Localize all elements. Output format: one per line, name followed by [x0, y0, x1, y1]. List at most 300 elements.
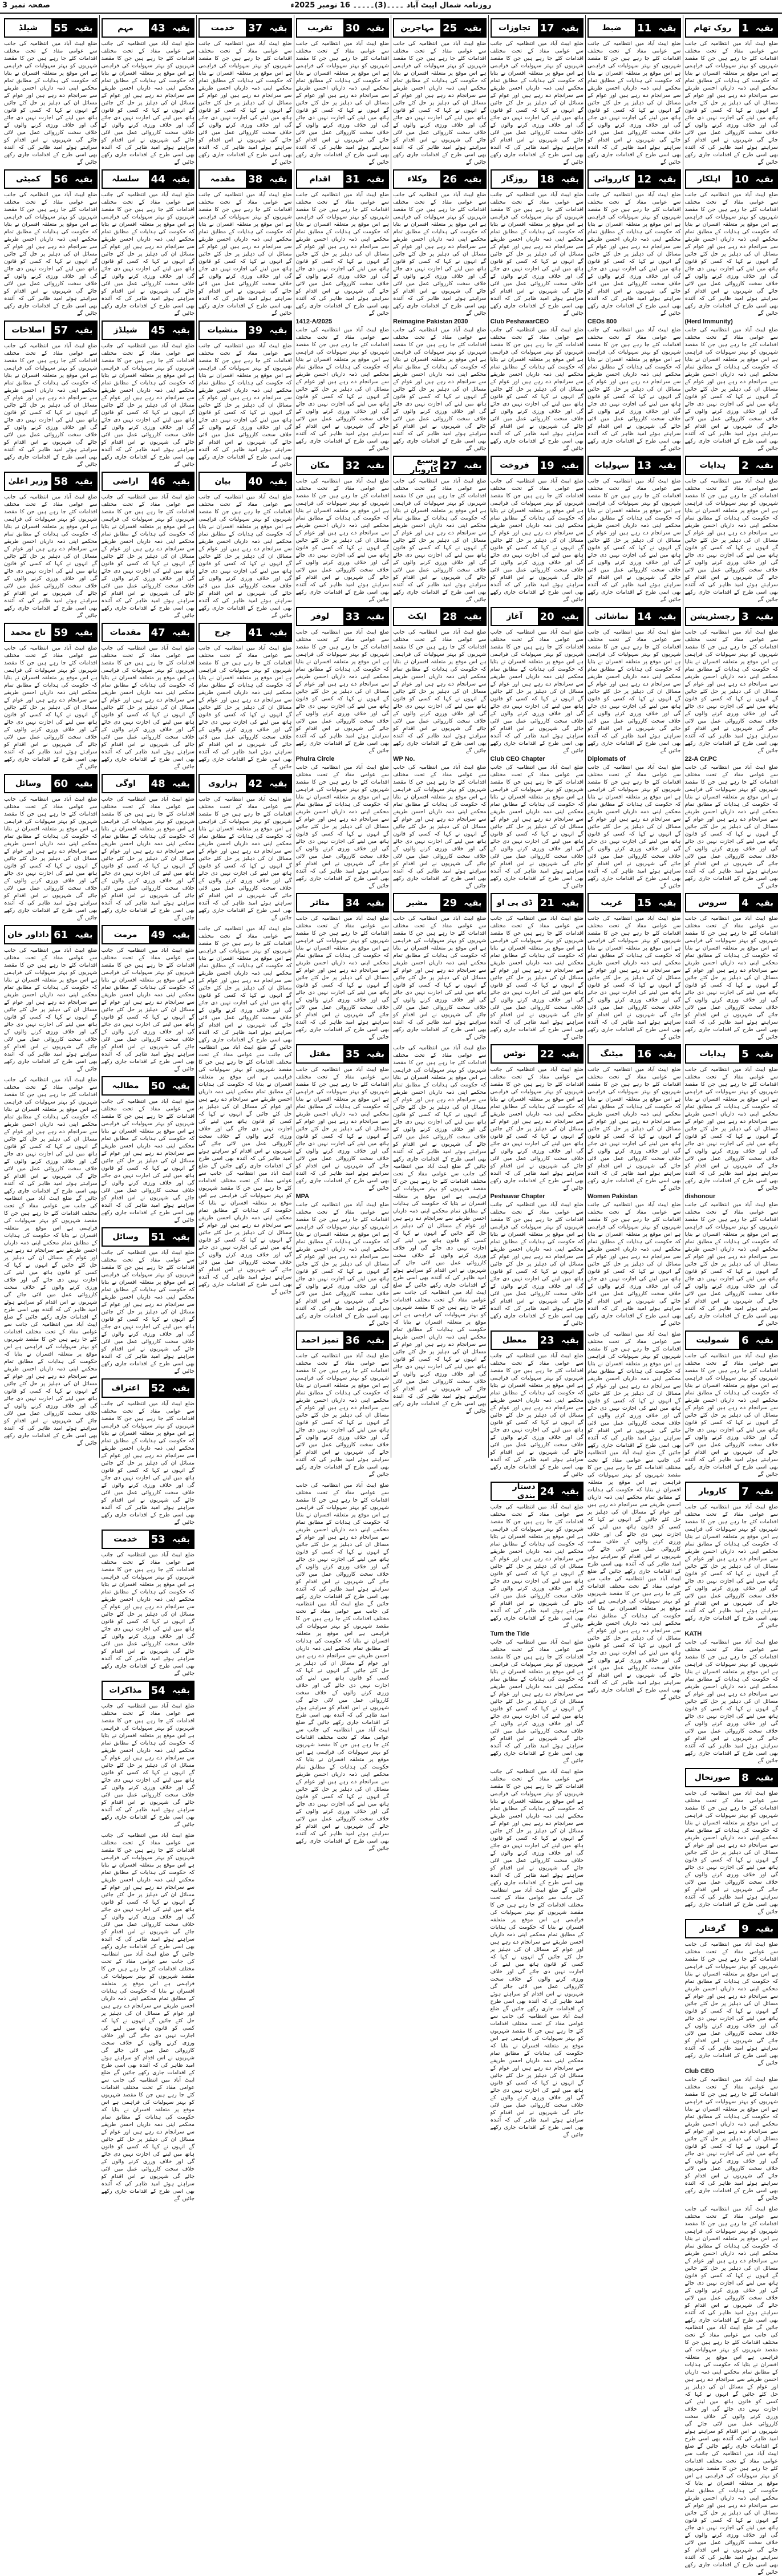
tag-word: بقیہ [169, 19, 193, 36]
tag-title: روزگار [492, 171, 538, 188]
article-text: ضلع ایبٹ آباد میں انتظامیہ کی جانب سے عوامی مفاد کے تحت مختلف اقدامات کئے جا رہے ہیں جن کا مقصد شہریوں کو بہتر سہولیات کی فراہمی ہے اس موقع پر متعلقہ افسران نے بتایا کہ حکومت کی ہدایات کے مطابق تمام محکمے اپنی ذمہ داریاں احسن طریقے سے سرانجام دے رہے ہیں اور عوام کے مسائل ان کی دہلیز پر حل کئے جائیں گے انہوں نے کہا کہ کسی کو قانون ہاتھ میں لینے کی اجازت نہیں دی جائے گی اور خلاف ورزی کرنے والوں کے خلاف سخت کارروائی عمل میں لائی جائے گی شہریوں نے اس اقدام کو سراہتے ہوئے امید ظاہر کی کہ آئندہ بھی اسی طرح کے اقدامات جاری رکھے جائیں گے [393, 629, 487, 754]
article-text: ضلع ایبٹ آباد میں انتظامیہ کی جانب سے عوامی مفاد کے تحت مختلف اقدامات کئے جا رہے ہیں جن کا مقصد شہریوں کو بہتر سہولیات کی فراہمی ہے اس موقع پر متعلقہ افسران نے بتایا کہ حکومت کی ہدایات کے مطابق تمام محکمے اپنی ذمہ داریاں احسن طریقے سے سرانجام دے رہے ہیں اور عوام کے مسائل ان کی دہلیز پر حل کئے جائیں گے انہوں نے کہا کہ کسی کو قانون ہاتھ میں لینے کی اجازت نہیں دی جائے گی اور خلاف ورزی کرنے والوں کے خلاف سخت کارروائی عمل میں لائی جائے گی شہریوں نے اس اقدام کو سراہتے ہوئے امید ظاہر کی کہ آئندہ بھی اسی طرح کے اقدامات جاری رکھے جائیں گے [295, 1066, 389, 1191]
tag-title: تاج محمد [5, 624, 51, 641]
continuation-tag [4, 774, 98, 793]
continuation-block [198, 623, 292, 770]
continuation-tag [491, 456, 584, 475]
latin-snippet: WP No. [393, 756, 415, 762]
masthead-line: روزنامہ شمال ایبٹ آباد ۔۔۔۔(3)۔۔۔۔۔ 16 نومبر 2025ء [290, 1, 492, 10]
tag-title: شیلڈز [103, 322, 149, 339]
continuation-block [685, 893, 779, 1041]
article-text: ضلع ایبٹ آباد میں انتظامیہ کی جانب سے عوامی مفاد کے تحت مختلف اقدامات کئے جا رہے ہیں جن کا مقصد شہریوں کو بہتر سہولیات کی فراہمی ہے اس موقع پر متعلقہ افسران نے بتایا کہ حکومت کی ہدایات کے مطابق تمام محکمے اپنی ذمہ داریاں احسن طریقے سے سرانجام دے رہے ہیں اور عوام کے مسائل ان کی دہلیز پر حل کئے جائیں گے انہوں نے کہا کہ کسی کو قانون ہاتھ میں لینے کی اجازت نہیں دی جائے گی اور خلاف ورزی کرنے والوں کے خلاف سخت کارروائی عمل میں لائی جائے گی شہریوں نے اس اقدام کو سراہتے ہوئے امید ظاہر کی کہ آئندہ بھی اسی طرح کے اقدامات جاری رکھے جائیں گے ضلع ایبٹ آباد میں انتظامیہ کی جانب سے عوامی مفاد کے تحت مختلف اقدامات کئے جا رہے ہیں جن کا مقصد شہریوں کو بہتر سہولیات کی فراہمی ہے اس موقع پر متعلقہ افسران نے بتایا کہ حکومت کی ہدایات کے مطابق تمام محکمے اپنی ذمہ داریاں احسن طریقے سے سرانجام دے رہے ہیں اور عوام کے مسائل ان کی دہلیز پر حل کئے جائیں گے انہوں نے کہا کہ کسی کو قانون ہاتھ میں لینے کی اجازت نہیں دی جائے گی اور خلاف ورزی کرنے والوں کے خلاف سخت کارروائی عمل میں لائی جائے گی شہریوں نے اس اقدام کو سراہتے ہوئے امید ظاہر کی کہ آئندہ بھی اسی طرح کے اقدامات جاری رکھے جائیں گے ضلع ایبٹ آباد میں انتظامیہ کی جانب سے عوامی مفاد کے تحت مختلف اقدامات کئے جا رہے ہیں جن کا مقصد شہریوں کو بہتر سہولیات کی فراہمی ہے اس موقع پر متعلقہ افسران نے بتایا کہ حکومت کی ہدایات کے مطابق تمام محکمے اپنی ذمہ داریاں احسن طریقے سے سرانجام دے رہے ہیں اور عوام کے مسائل ان کی دہلیز پر حل کئے جائیں گے انہوں نے کہا کہ کسی کو قانون ہاتھ میں لینے کی اجازت نہیں دی جائے گی اور خلاف ورزی کرنے والوں کے خلاف سخت کارروائی عمل میں لائی جائے گی شہریوں نے اس اقدام کو سراہتے ہوئے امید ظاہر کی کہ آئندہ بھی اسی طرح کے اقدامات جاری رکھے جائیں گے [490, 1768, 584, 2138]
tag-number: 1 [739, 19, 752, 36]
tag-title: تقریب [297, 19, 343, 36]
latin-snippet: dishonour [684, 1193, 716, 1200]
continuation-tag [296, 456, 390, 475]
latin-snippet: Diplomats of [587, 756, 626, 762]
tag-title: مہاجرین [394, 19, 440, 36]
continuation-block [685, 169, 779, 452]
tag-title: فروخت [492, 457, 538, 474]
article-text: ضلع ایبٹ آباد میں انتظامیہ کی جانب سے عوامی مفاد کے تحت مختلف اقدامات کئے جا رہے ہیں جن کا مقصد شہریوں کو بہتر سہولیات کی فراہمی ہے اس موقع پر متعلقہ افسران نے بتایا کہ حکومت کی ہدایات کے مطابق تمام محکمے اپنی ذمہ داریاں احسن طریقے سے سرانجام دے رہے ہیں اور عوام کے مسائل ان کی دہلیز پر حل کئے جائیں گے انہوں نے کہا کہ کسی کو قانون ہاتھ میں لینے کی اجازت نہیں دی جائے گی اور خلاف ورزی کرنے والوں کے خلاف سخت کارروائی عمل میں لائی جائے گی شہریوں نے اس اقدام کو سراہتے ہوئے امید ظاہر کی کہ آئندہ بھی اسی طرح کے اقدامات جاری رکھے جائیں گے [101, 494, 195, 619]
tag-number: 28 [440, 608, 460, 625]
continuation-tag [102, 321, 195, 340]
tag-title: تمیز احمد [297, 1332, 343, 1349]
tag-number: 38 [246, 171, 266, 188]
tag-title: اصلاحات [5, 322, 51, 339]
continuation-block [102, 774, 195, 922]
tag-title: ڈی پی او [492, 894, 538, 911]
article-text: ضلع ایبٹ آباد میں انتظامیہ کی جانب سے عوامی مفاد کے تحت مختلف اقدامات کئے جا رہے ہیں جن کا مقصد شہریوں کو بہتر سہولیات کی فراہمی ہے اس موقع پر متعلقہ افسران نے بتایا کہ حکومت کی ہدایات کے مطابق تمام محکمے اپنی ذمہ داریاں احسن طریقے سے سرانجام دے رہے ہیں اور عوام کے مسائل ان کی دہلیز پر حل کئے جائیں گے انہوں نے کہا کہ کسی کو قانون ہاتھ میں لینے کی اجازت نہیں دی جائے گی اور خلاف ورزی کرنے والوں کے خلاف سخت کارروائی عمل میں لائی جائے گی شہریوں نے اس اقدام کو سراہتے ہوئے امید ظاہر کی کہ آئندہ بھی اسی طرح کے اقدامات جاری رکھے جائیں گے [587, 915, 681, 1040]
continuation-block [587, 1044, 681, 1327]
tag-word: بقیہ [363, 1332, 388, 1349]
continuation-tag [102, 1681, 195, 1700]
tag-title: تماشائی [589, 608, 635, 625]
tag-number: 22 [538, 1045, 558, 1062]
continuation-tag [393, 893, 487, 912]
continuation-tag [393, 456, 487, 475]
article-text: ضلع ایبٹ آباد میں انتظامیہ کی جانب سے عوامی مفاد کے تحت مختلف اقدامات کئے جا رہے ہیں جن کا مقصد شہریوں کو بہتر سہولیات کی فراہمی ہے اس موقع پر متعلقہ افسران نے بتایا کہ حکومت کی ہدایات کے مطابق تمام محکمے اپنی ذمہ داریاں احسن طریقے سے سرانجام دے رہے ہیں اور عوام کے مسائل ان کی دہلیز پر حل کئے جائیں گے انہوں نے کہا کہ کسی کو قانون ہاتھ میں لینے کی اجازت نہیں دی جائے گی اور خلاف ورزی کرنے والوں کے خلاف سخت کارروائی عمل میں لائی جائے گی شہریوں نے اس اقدام کو سراہتے ہوئے امید ظاہر کی کہ آئندہ بھی اسی طرح کے اقدامات جاری رکھے جائیں گے ضلع ایبٹ آباد میں انتظامیہ کی جانب سے عوامی مفاد کے تحت مختلف اقدامات کئے جا رہے ہیں جن کا مقصد شہریوں کو بہتر سہولیات کی فراہمی ہے اس موقع پر متعلقہ افسران نے بتایا کہ حکومت کی ہدایات کے مطابق تمام محکمے اپنی ذمہ داریاں احسن طریقے سے سرانجام دے رہے ہیں اور عوام کے مسائل ان کی دہلیز پر حل کئے جائیں گے انہوں نے کہا کہ کسی کو قانون ہاتھ میں لینے کی اجازت نہیں دی جائے گی اور خلاف ورزی کرنے والوں کے خلاف سخت کارروائی عمل میں لائی جائے گی شہریوں نے اس اقدام کو سراہتے ہوئے امید ظاہر کی کہ آئندہ بھی اسی طرح کے اقدامات جاری رکھے جائیں گے ضلع ایبٹ آباد میں انتظامیہ کی جانب سے عوامی مفاد کے تحت مختلف اقدامات کئے جا رہے ہیں جن کا مقصد شہریوں کو بہتر سہولیات کی فراہمی ہے اس موقع پر متعلقہ افسران نے بتایا کہ حکومت کی ہدایات کے مطابق تمام محکمے اپنی ذمہ داریاں احسن طریقے سے سرانجام دے رہے ہیں اور عوام کے مسائل ان کی دہلیز پر حل کئے جائیں گے انہوں نے کہا کہ کسی کو قانون ہاتھ میں لینے کی اجازت نہیں دی جائے گی اور خلاف ورزی کرنے والوں کے خلاف سخت کارروائی عمل میں لائی جائے گی شہریوں نے اس اقدام کو سراہتے ہوئے امید ظاہر کی کہ آئندہ بھی اسی طرح کے اقدامات جاری رکھے جائیں گے [295, 1482, 389, 1852]
continuation-tag [685, 456, 779, 475]
continuation-tag [587, 607, 681, 626]
tag-number: 30 [343, 19, 363, 36]
article-text: ضلع ایبٹ آباد میں انتظامیہ کی جانب سے عوامی مفاد کے تحت مختلف اقدامات کئے جا رہے ہیں جن کا مقصد شہریوں کو بہتر سہولیات کی فراہمی ہے اس موقع پر متعلقہ افسران نے بتایا کہ حکومت کی ہدایات کے مطابق تمام محکمے اپنی ذمہ داریاں احسن طریقے سے سرانجام دے رہے ہیں اور عوام کے مسائل ان کی دہلیز پر حل کئے جائیں گے انہوں نے کہا کہ کسی کو قانون ہاتھ میں لینے کی اجازت نہیں دی جائے گی اور خلاف ورزی کرنے والوں کے خلاف سخت کارروائی عمل میں لائی جائے گی شہریوں نے اس اقدام کو سراہتے ہوئے امید ظاہر کی کہ آئندہ بھی اسی طرح کے اقدامات جاری رکھے جائیں گے [101, 192, 195, 317]
latin-snippet: Phulra Circle [295, 756, 335, 762]
tag-number: 57 [51, 322, 71, 339]
continuation-tag [685, 1482, 779, 1501]
article-text: ضلع ایبٹ آباد میں انتظامیہ کی جانب سے عوامی مفاد کے تحت مختلف اقدامات کئے جا رہے ہیں جن کا مقصد شہریوں کو بہتر سہولیات کی فراہمی ہے اس موقع پر متعلقہ افسران نے بتایا کہ حکومت کی ہدایات کے مطابق تمام محکمے اپنی ذمہ داریاں احسن طریقے سے سرانجام دے رہے ہیں اور عوام کے مسائل ان کی دہلیز پر حل کئے جائیں گے انہوں نے کہا کہ کسی کو قانون ہاتھ میں لینے کی اجازت نہیں دی جائے گی اور خلاف ورزی کرنے والوں کے خلاف سخت کارروائی عمل میں لائی جائے گی شہریوں نے اس اقدام کو سراہتے ہوئے امید ظاہر کی کہ آئندہ بھی اسی طرح کے اقدامات جاری رکھے جائیں گے [101, 1552, 195, 1677]
tag-number: 7 [739, 1483, 752, 1500]
tag-number: 39 [246, 322, 266, 339]
continuation-tag [296, 1044, 390, 1064]
continuation-block [4, 18, 98, 166]
tag-title: شیلڈ [5, 19, 51, 36]
continuation-tag [102, 1378, 195, 1398]
article-text: ضلع ایبٹ آباد میں انتظامیہ کی جانب سے عوامی مفاد کے تحت مختلف اقدامات کئے جا رہے ہیں جن کا مقصد شہریوں کو بہتر سہولیات کی فراہمی ہے اس موقع پر متعلقہ افسران نے بتایا کہ حکومت کی ہدایات کے مطابق تمام محکمے اپنی ذمہ داریاں احسن طریقے سے سرانجام دے رہے ہیں اور عوام کے مسائل ان کی دہلیز پر حل کئے جائیں گے انہوں نے کہا کہ کسی کو قانون ہاتھ میں لینے کی اجازت نہیں دی جائے گی اور خلاف ورزی کرنے والوں کے خلاف سخت کارروائی عمل میں لائی جائے گی شہریوں نے اس اقدام کو سراہتے ہوئے امید ظاہر کی کہ آئندہ بھی اسی طرح کے اقدامات جاری رکھے جائیں گے [490, 1202, 584, 1326]
article-text: ضلع ایبٹ آباد میں انتظامیہ کی جانب سے عوامی مفاد کے تحت مختلف اقدامات کئے جا رہے ہیں جن کا مقصد شہریوں کو بہتر سہولیات کی فراہمی ہے اس موقع پر متعلقہ افسران نے بتایا کہ حکومت کی ہدایات کے مطابق تمام محکمے اپنی ذمہ داریاں احسن طریقے سے سرانجام دے رہے ہیں اور عوام کے مسائل ان کی دہلیز پر حل کئے جائیں گے انہوں نے کہا کہ کسی کو قانون ہاتھ میں لینے کی اجازت نہیں دی جائے گی اور خلاف ورزی کرنے والوں کے خلاف سخت کارروائی عمل میں لائی جائے گی شہریوں نے اس اقدام کو سراہتے ہوئے امید ظاہر کی کہ آئندہ بھی اسی طرح کے اقدامات جاری رکھے جائیں گے [587, 764, 681, 889]
tag-title: وزیر اعلیٰ [5, 473, 51, 490]
article-text: ضلع ایبٹ آباد میں انتظامیہ کی جانب سے عوامی مفاد کے تحت مختلف اقدامات کئے جا رہے ہیں جن کا مقصد شہریوں کو بہتر سہولیات کی فراہمی ہے اس موقع پر متعلقہ افسران نے بتایا کہ حکومت کی ہدایات کے مطابق تمام محکمے اپنی ذمہ داریاں احسن طریقے سے سرانجام دے رہے ہیں اور عوام کے مسائل ان کی دہلیز پر حل کئے جائیں گے انہوں نے کہا کہ کسی کو قانون ہاتھ میں لینے کی اجازت نہیں دی جائے گی اور خلاف ورزی کرنے والوں کے خلاف سخت کارروائی عمل میں لائی جائے گی شہریوں نے اس اقدام کو سراہتے ہوئے امید ظاہر کی کہ آئندہ بھی اسی طرح کے اقدامات جاری رکھے جائیں گے [295, 40, 389, 165]
page-number: صفحہ نمبر 3 [2, 1, 50, 10]
tag-title: آغاز [492, 608, 538, 625]
tag-number: 17 [538, 19, 558, 36]
page-header [0, 0, 782, 14]
article-text: ضلع ایبٹ آباد میں انتظامیہ کی جانب سے عوامی مفاد کے تحت مختلف اقدامات کئے جا رہے ہیں جن کا مقصد شہریوں کو بہتر سہولیات کی فراہمی ہے اس موقع پر متعلقہ افسران نے بتایا کہ حکومت کی ہدایات کے مطابق تمام محکمے اپنی ذمہ داریاں احسن طریقے سے سرانجام دے رہے ہیں اور عوام کے مسائل ان کی دہلیز پر حل کئے جائیں گے انہوں نے کہا کہ کسی کو قانون ہاتھ میں لینے کی اجازت نہیں دی جائے گی اور خلاف ورزی کرنے والوں کے خلاف سخت کارروائی عمل میں لائی جائے گی شہریوں نے اس اقدام کو سراہتے ہوئے امید ظاہر کی کہ آئندہ بھی اسی طرح کے اقدامات جاری رکھے جائیں گے [684, 1066, 778, 1191]
tag-word: بقیہ [558, 1045, 582, 1062]
tag-title: کمیٹی [5, 171, 51, 188]
continuation-block [491, 1330, 584, 1478]
continuation-block [685, 1330, 779, 1478]
article-text: ضلع ایبٹ آباد میں انتظامیہ کی جانب سے عوامی مفاد کے تحت مختلف اقدامات کئے جا رہے ہیں جن کا مقصد شہریوں کو بہتر سہولیات کی فراہمی ہے اس موقع پر متعلقہ افسران نے بتایا کہ حکومت کی ہدایات کے مطابق تمام محکمے اپنی ذمہ داریاں احسن طریقے سے سرانجام دے رہے ہیں اور عوام کے مسائل ان کی دہلیز پر حل کئے جائیں گے انہوں نے کہا کہ کسی کو قانون ہاتھ میں لینے کی اجازت نہیں دی جائے گی اور خلاف ورزی کرنے والوں کے خلاف سخت کارروائی عمل میں لائی جائے گی شہریوں نے اس اقدام کو سراہتے ہوئے امید ظاہر کی کہ آئندہ بھی اسی طرح کے اقدامات جاری رکھے جائیں گے [101, 343, 195, 468]
column-6 [196, 15, 294, 1458]
continuation-tag [198, 321, 292, 340]
tag-title: وکلاء [394, 171, 440, 188]
article-text: ضلع ایبٹ آباد میں انتظامیہ کی جانب سے عوامی مفاد کے تحت مختلف اقدامات کئے جا رہے ہیں جن کا مقصد شہریوں کو بہتر سہولیات کی فراہمی ہے اس موقع پر متعلقہ افسران نے بتایا کہ حکومت کی ہدایات کے مطابق تمام محکمے اپنی ذمہ داریاں احسن طریقے سے سرانجام دے رہے ہیں اور عوام کے مسائل ان کی دہلیز پر حل کئے جائیں گے انہوں نے کہا کہ کسی کو قانون ہاتھ میں لینے کی اجازت نہیں دی جائے گی اور خلاف ورزی کرنے والوں کے خلاف سخت کارروائی عمل میں لائی جائے گی شہریوں نے اس اقدام کو سراہتے ہوئے امید ظاہر کی کہ آئندہ بھی اسی طرح کے اقدامات جاری رکھے جائیں گے [198, 343, 292, 468]
continuation-block [296, 1330, 390, 1478]
article-text: ضلع ایبٹ آباد میں انتظامیہ کی جانب سے عوامی مفاد کے تحت مختلف اقدامات کئے جا رہے ہیں جن کا مقصد شہریوں کو بہتر سہولیات کی فراہمی ہے اس موقع پر متعلقہ افسران نے بتایا کہ حکومت کی ہدایات کے مطابق تمام محکمے اپنی ذمہ داریاں احسن طریقے سے سرانجام دے رہے ہیں اور عوام کے مسائل ان کی دہلیز پر حل کئے جائیں گے انہوں نے کہا کہ کسی کو قانون ہاتھ میں لینے کی اجازت نہیں دی جائے گی اور خلاف ورزی کرنے والوں کے خلاف سخت کارروائی عمل میں لائی جائے گی شہریوں نے اس اقدام کو سراہتے ہوئے امید ظاہر کی کہ آئندہ بھی اسی طرح کے اقدامات جاری رکھے جائیں گے [393, 764, 487, 889]
article-text: ضلع ایبٹ آباد میں انتظامیہ کی جانب سے عوامی مفاد کے تحت مختلف اقدامات کئے جا رہے ہیں جن کا مقصد شہریوں کو بہتر سہولیات کی فراہمی ہے اس موقع پر متعلقہ افسران نے بتایا کہ حکومت کی ہدایات کے مطابق تمام محکمے اپنی ذمہ داریاں احسن طریقے سے سرانجام دے رہے ہیں اور عوام کے مسائل ان کی دہلیز پر حل کئے جائیں گے انہوں نے کہا کہ کسی کو قانون ہاتھ میں لینے کی اجازت نہیں دی جائے گی اور خلاف ورزی کرنے والوں کے خلاف سخت کارروائی عمل میں لائی جائے گی شہریوں نے اس اقدام کو سراہتے ہوئے امید ظاہر کی کہ آئندہ بھی اسی طرح کے اقدامات جاری رکھے جائیں گے [587, 40, 681, 165]
continuation-tag [587, 893, 681, 912]
tag-number: 23 [538, 1332, 558, 1349]
article-text: ضلع ایبٹ آباد میں انتظامیہ کی جانب سے عوامی مفاد کے تحت مختلف اقدامات کئے جا رہے ہیں جن کا مقصد شہریوں کو بہتر سہولیات کی فراہمی ہے اس موقع پر متعلقہ افسران نے بتایا کہ حکومت کی ہدایات کے مطابق تمام محکمے اپنی ذمہ داریاں احسن طریقے سے سرانجام دے رہے ہیں اور عوام کے مسائل ان کی دہلیز پر حل کئے جائیں گے انہوں نے کہا کہ کسی کو قانون ہاتھ میں لینے کی اجازت نہیں دی جائے گی اور خلاف ورزی کرنے والوں کے خلاف سخت کارروائی عمل میں لائی جائے گی شہریوں نے اس اقدام کو سراہتے ہوئے امید ظاہر کی کہ آئندہ بھی اسی طرح کے اقدامات جاری رکھے جائیں گے [684, 764, 778, 889]
tag-number: 54 [149, 1682, 169, 1699]
continuation-block [491, 456, 584, 603]
article-text: ضلع ایبٹ آباد میں انتظامیہ کی جانب سے عوامی مفاد کے تحت مختلف اقدامات کئے جا رہے ہیں جن کا مقصد شہریوں کو بہتر سہولیات کی فراہمی ہے اس موقع پر متعلقہ افسران نے بتایا کہ حکومت کی ہدایات کے مطابق تمام محکمے اپنی ذمہ داریاں احسن طریقے سے سرانجام دے رہے ہیں اور عوام کے مسائل ان کی دہلیز پر حل کئے جائیں گے انہوں نے کہا کہ کسی کو قانون ہاتھ میں لینے کی اجازت نہیں دی جائے گی اور خلاف ورزی کرنے والوں کے خلاف سخت کارروائی عمل میں لائی جائے گی شہریوں نے اس اقدام کو سراہتے ہوئے امید ظاہر کی کہ آئندہ بھی اسی طرح کے اقدامات جاری رکھے جائیں گے [490, 1504, 584, 1629]
continuation-tag [685, 893, 779, 912]
tag-word: بقیہ [169, 624, 193, 641]
tag-number: 37 [246, 19, 266, 36]
tag-number: 13 [635, 457, 655, 474]
article-text: ضلع ایبٹ آباد میں انتظامیہ کی جانب سے عوامی مفاد کے تحت مختلف اقدامات کئے جا رہے ہیں جن کا مقصد شہریوں کو بہتر سہولیات کی فراہمی ہے اس موقع پر متعلقہ افسران نے بتایا کہ حکومت کی ہدایات کے مطابق تمام محکمے اپنی ذمہ داریاں احسن طریقے سے سرانجام دے رہے ہیں اور عوام کے مسائل ان کی دہلیز پر حل کئے جائیں گے انہوں نے کہا کہ کسی کو قانون ہاتھ میں لینے کی اجازت نہیں دی جائے گی اور خلاف ورزی کرنے والوں کے خلاف سخت کارروائی عمل میں لائی جائے گی شہریوں نے اس اقدام کو سراہتے ہوئے امید ظاہر کی کہ آئندہ بھی اسی طرح کے اقدامات جاری رکھے جائیں گے [684, 1353, 778, 1478]
continuation-tag [587, 18, 681, 38]
article-text: ضلع ایبٹ آباد میں انتظامیہ کی جانب سے عوامی مفاد کے تحت مختلف اقدامات کئے جا رہے ہیں جن کا مقصد شہریوں کو بہتر سہولیات کی فراہمی ہے اس موقع پر متعلقہ افسران نے بتایا کہ حکومت کی ہدایات کے مطابق تمام محکمے اپنی ذمہ داریاں احسن طریقے سے سرانجام دے رہے ہیں اور عوام کے مسائل ان کی دہلیز پر حل کئے جائیں گے انہوں نے کہا کہ کسی کو قانون ہاتھ میں لینے کی اجازت نہیں دی جائے گی اور خلاف ورزی کرنے والوں کے خلاف سخت کارروائی عمل میں لائی جائے گی شہریوں نے اس اقدام کو سراہتے ہوئے امید ظاہر کی کہ آئندہ بھی اسی طرح کے اقدامات جاری رکھے جائیں گے [684, 1639, 778, 1764]
article-text: ضلع ایبٹ آباد میں انتظامیہ کی جانب سے عوامی مفاد کے تحت مختلف اقدامات کئے جا رہے ہیں جن کا مقصد شہریوں کو بہتر سہولیات کی فراہمی ہے اس موقع پر متعلقہ افسران نے بتایا کہ حکومت کی ہدایات کے مطابق تمام محکمے اپنی ذمہ داریاں احسن طریقے سے سرانجام دے رہے ہیں اور عوام کے مسائل ان کی دہلیز پر حل کئے جائیں گے انہوں نے کہا کہ کسی کو قانون ہاتھ میں لینے کی اجازت نہیں دی جائے گی اور خلاف ورزی کرنے والوں کے خلاف سخت کارروائی عمل میں لائی جائے گی شہریوں نے اس اقدام کو سراہتے ہوئے امید ظاہر کی کہ آئندہ بھی اسی طرح کے اقدامات جاری رکھے جائیں گے [490, 40, 584, 165]
tag-word: بقیہ [266, 19, 290, 36]
tag-word: بقیہ [655, 171, 679, 188]
tag-word: بقیہ [558, 171, 582, 188]
column-8 [2, 15, 99, 1458]
continuation-block [4, 774, 98, 922]
tag-number: 16 [635, 1045, 655, 1062]
continuation-tag [587, 169, 681, 189]
article-text: ضلع ایبٹ آباد میں انتظامیہ کی جانب سے عوامی مفاد کے تحت مختلف اقدامات کئے جا رہے ہیں جن کا مقصد شہریوں کو بہتر سہولیات کی فراہمی ہے اس موقع پر متعلقہ افسران نے بتایا کہ حکومت کی ہدایات کے مطابق تمام محکمے اپنی ذمہ داریاں احسن طریقے سے سرانجام دے رہے ہیں اور عوام کے مسائل ان کی دہلیز پر حل کئے جائیں گے انہوں نے کہا کہ کسی کو قانون ہاتھ میں لینے کی اجازت نہیں دی جائے گی اور خلاف ورزی کرنے والوں کے خلاف سخت کارروائی عمل میں لائی جائے گی شہریوں نے اس اقدام کو سراہتے ہوئے امید ظاہر کی کہ آئندہ بھی اسی طرح کے اقدامات جاری رکھے جائیں گے [393, 915, 487, 1040]
tag-word: بقیہ [752, 1920, 777, 1937]
tag-number: 21 [538, 894, 558, 911]
continuation-tag [296, 169, 390, 189]
tag-number: 58 [51, 473, 71, 490]
article-text: ضلع ایبٹ آباد میں انتظامیہ کی جانب سے عوامی مفاد کے تحت مختلف اقدامات کئے جا رہے ہیں جن کا مقصد شہریوں کو بہتر سہولیات کی فراہمی ہے اس موقع پر متعلقہ افسران نے بتایا کہ حکومت کی ہدایات کے مطابق تمام محکمے اپنی ذمہ داریاں احسن طریقے سے سرانجام دے رہے ہیں اور عوام کے مسائل ان کی دہلیز پر حل کئے جائیں گے انہوں نے کہا کہ کسی کو قانون ہاتھ میں لینے کی اجازت نہیں دی جائے گی اور خلاف ورزی کرنے والوں کے خلاف سخت کارروائی عمل میں لائی جائے گی شہریوں نے اس اقدام کو سراہتے ہوئے امید ظاہر کی کہ آئندہ بھی اسی طرح کے اقدامات جاری رکھے جائیں گے [587, 629, 681, 754]
continuation-block [102, 623, 195, 770]
tag-number: 48 [149, 775, 169, 792]
latin-snippet: Club PeshawarCEO [490, 318, 549, 325]
tag-word: بقیہ [266, 624, 290, 641]
article-text: ضلع ایبٹ آباد میں انتظامیہ کی جانب سے عوامی مفاد کے تحت مختلف اقدامات کئے جا رہے ہیں جن کا مقصد شہریوں کو بہتر سہولیات کی فراہمی ہے اس موقع پر متعلقہ افسران نے بتایا کہ حکومت کی ہدایات کے مطابق تمام محکمے اپنی ذمہ داریاں احسن طریقے سے سرانجام دے رہے ہیں اور عوام کے مسائل ان کی دہلیز پر حل کئے جائیں گے انہوں نے کہا کہ کسی کو قانون ہاتھ میں لینے کی اجازت نہیں دی جائے گی اور خلاف ورزی کرنے والوں کے خلاف سخت کارروائی عمل میں لائی جائے گی شہریوں نے اس اقدام کو سراہتے ہوئے امید ظاہر کی کہ آئندہ بھی اسی طرح کے اقدامات جاری رکھے جائیں گے [198, 40, 292, 165]
tag-number: 34 [343, 894, 363, 911]
tag-word: بقیہ [266, 775, 290, 792]
continuation-tag [198, 623, 292, 642]
latin-snippet: Turn the Tide [490, 1630, 530, 1637]
tag-number: 12 [635, 171, 655, 188]
article-text: ضلع ایبٹ آباد میں انتظامیہ کی جانب سے عوامی مفاد کے تحت مختلف اقدامات کئے جا رہے ہیں جن کا مقصد شہریوں کو بہتر سہولیات کی فراہمی ہے اس موقع پر متعلقہ افسران نے بتایا کہ حکومت کی ہدایات کے مطابق تمام محکمے اپنی ذمہ داریاں احسن طریقے سے سرانجام دے رہے ہیں اور عوام کے مسائل ان کی دہلیز پر حل کئے جائیں گے انہوں نے کہا کہ کسی کو قانون ہاتھ میں لینے کی اجازت نہیں دی جائے گی اور خلاف ورزی کرنے والوں کے خلاف سخت کارروائی عمل میں لائی جائے گی شہریوں نے اس اقدام کو سراہتے ہوئے امید ظاہر کی کہ آئندہ بھی اسی طرح کے اقدامات جاری رکھے جائیں گے [587, 192, 681, 317]
continuation-block [587, 18, 681, 166]
tag-title: مقتل [297, 1045, 343, 1062]
tag-title: ہزاروی [200, 775, 246, 792]
continuation-tag [685, 1919, 779, 1938]
tag-number: 3 [739, 608, 752, 625]
continuation-tag [685, 607, 779, 626]
tag-title: مقدمات [103, 624, 149, 641]
article-text: ضلع ایبٹ آباد میں انتظامیہ کی جانب سے عوامی مفاد کے تحت مختلف اقدامات کئے جا رہے ہیں جن کا مقصد شہریوں کو بہتر سہولیات کی فراہمی ہے اس موقع پر متعلقہ افسران نے بتایا کہ حکومت کی ہدایات کے مطابق تمام محکمے اپنی ذمہ داریاں احسن طریقے سے سرانجام دے رہے ہیں اور عوام کے مسائل ان کی دہلیز پر حل کئے جائیں گے انہوں نے کہا کہ کسی کو قانون ہاتھ میں لینے کی اجازت نہیں دی جائے گی اور خلاف ورزی کرنے والوں کے خلاف سخت کارروائی عمل میں لائی جائے گی شہریوں نے اس اقدام کو سراہتے ہوئے امید ظاہر کی کہ آئندہ بھی اسی طرح کے اقدامات جاری رکھے جائیں گے ضلع ایبٹ آباد میں انتظامیہ کی جانب سے عوامی مفاد کے تحت مختلف اقدامات کئے جا رہے ہیں جن کا مقصد شہریوں کو بہتر سہولیات کی فراہمی ہے اس موقع پر متعلقہ افسران نے بتایا کہ حکومت کی ہدایات کے مطابق تمام محکمے اپنی ذمہ داریاں احسن طریقے سے سرانجام دے رہے ہیں اور عوام کے مسائل ان کی دہلیز پر حل کئے جائیں گے انہوں نے کہا کہ کسی کو قانون ہاتھ میں لینے کی اجازت نہیں دی جائے گی اور خلاف ورزی کرنے والوں کے خلاف سخت کارروائی عمل میں لائی جائے گی شہریوں نے اس اقدام کو سراہتے ہوئے امید ظاہر کی کہ آئندہ بھی اسی طرح کے اقدامات جاری رکھے جائیں گے ضلع ایبٹ آباد میں انتظامیہ کی جانب سے عوامی مفاد کے تحت مختلف اقدامات کئے جا رہے ہیں جن کا مقصد شہریوں کو بہتر سہولیات کی فراہمی ہے اس موقع پر متعلقہ افسران نے بتایا کہ حکومت کی ہدایات کے مطابق تمام محکمے اپنی ذمہ داریاں احسن طریقے سے سرانجام دے رہے ہیں اور عوام کے مسائل ان کی دہلیز پر حل کئے جائیں گے انہوں نے کہا کہ کسی کو قانون ہاتھ میں لینے کی اجازت نہیں دی جائے گی اور خلاف ورزی کرنے والوں کے خلاف سخت کارروائی عمل میں لائی جائے گی شہریوں نے اس اقدام کو سراہتے ہوئے امید ظاہر کی کہ آئندہ بھی اسی طرح کے اقدامات جاری رکھے جائیں گے [393, 1045, 487, 1414]
tag-word: بقیہ [752, 894, 777, 911]
tag-word: بقیہ [363, 171, 388, 188]
tag-word: بقیہ [460, 894, 485, 911]
tag-title: لوفر [297, 608, 343, 625]
continuation-tag [685, 1768, 779, 1787]
tag-word: بقیہ [266, 473, 290, 490]
tag-number: 55 [51, 19, 71, 36]
tag-word: بقیہ [363, 894, 388, 911]
continuation-block [685, 1044, 779, 1327]
tag-title: ہدایات [686, 457, 740, 474]
article-text: ضلع ایبٹ آباد میں انتظامیہ کی جانب سے عوامی مفاد کے تحت مختلف اقدامات کئے جا رہے ہیں جن کا مقصد شہریوں کو بہتر سہولیات کی فراہمی ہے اس موقع پر متعلقہ افسران نے بتایا کہ حکومت کی ہدایات کے مطابق تمام محکمے اپنی ذمہ داریاں احسن طریقے سے سرانجام دے رہے ہیں اور عوام کے مسائل ان کی دہلیز پر حل کئے جائیں گے انہوں نے کہا کہ کسی کو قانون ہاتھ میں لینے کی اجازت نہیں دی جائے گی اور خلاف ورزی کرنے والوں کے خلاف سخت کارروائی عمل میں لائی جائے گی شہریوں نے اس اقدام کو سراہتے ہوئے امید ظاہر کی کہ آئندہ بھی اسی طرح کے اقدامات جاری رکھے جائیں گے ضلع ایبٹ آباد میں انتظامیہ کی جانب سے عوامی مفاد کے تحت مختلف اقدامات کئے جا رہے ہیں جن کا مقصد شہریوں کو بہتر سہولیات کی فراہمی ہے اس موقع پر متعلقہ افسران نے بتایا کہ حکومت کی ہدایات کے مطابق تمام محکمے اپنی ذمہ داریاں احسن طریقے سے سرانجام دے رہے ہیں اور عوام کے مسائل ان کی دہلیز پر حل کئے جائیں گے انہوں نے کہا کہ کسی کو قانون ہاتھ میں لینے کی اجازت نہیں دی جائے گی اور خلاف ورزی کرنے والوں کے خلاف سخت کارروائی عمل میں لائی جائے گی شہریوں نے اس اقدام کو سراہتے ہوئے امید ظاہر کی کہ آئندہ بھی اسی طرح کے اقدامات جاری رکھے جائیں گے ضلع ایبٹ آباد میں انتظامیہ کی جانب سے عوامی مفاد کے تحت مختلف اقدامات کئے جا رہے ہیں جن کا مقصد شہریوں کو بہتر سہولیات کی فراہمی ہے اس موقع پر متعلقہ افسران نے بتایا کہ حکومت کی ہدایات کے مطابق تمام محکمے اپنی ذمہ داریاں احسن طریقے سے سرانجام دے رہے ہیں اور عوام کے مسائل ان کی دہلیز پر حل کئے جائیں گے انہوں نے کہا کہ کسی کو قانون ہاتھ میں لینے کی اجازت نہیں دی جائے گی اور خلاف ورزی کرنے والوں کے خلاف سخت کارروائی عمل میں لائی جائے گی شہریوں نے اس اقدام کو سراہتے ہوئے امید ظاہر کی کہ آئندہ بھی اسی طرح کے اقدامات جاری رکھے جائیں گے [101, 1832, 195, 2202]
continuation-tag [4, 18, 98, 38]
article-text: ضلع ایبٹ آباد میں انتظامیہ کی جانب سے عوامی مفاد کے تحت مختلف اقدامات کئے جا رہے ہیں جن کا مقصد شہریوں کو بہتر سہولیات کی فراہمی ہے اس موقع پر متعلقہ افسران نے بتایا کہ حکومت کی ہدایات کے مطابق تمام محکمے اپنی ذمہ داریاں احسن طریقے سے سرانجام دے رہے ہیں اور عوام کے مسائل ان کی دہلیز پر حل کئے جائیں گے انہوں نے کہا کہ کسی کو قانون ہاتھ میں لینے کی اجازت نہیں دی جائے گی اور خلاف ورزی کرنے والوں کے خلاف سخت کارروائی عمل میں لائی جائے گی شہریوں نے اس اقدام کو سراہتے ہوئے امید ظاہر کی کہ آئندہ بھی اسی طرح کے اقدامات جاری رکھے جائیں گے [393, 478, 487, 603]
tag-title: کارروائی [589, 171, 635, 188]
tag-word: بقیہ [655, 608, 679, 625]
tag-word: بقیہ [558, 19, 582, 36]
continuation-block [393, 893, 487, 1041]
tag-number: 50 [149, 1077, 169, 1094]
tag-number: 41 [246, 624, 266, 641]
continuation-tag [296, 607, 390, 626]
continuation-tag [296, 18, 390, 38]
tag-word: بقیہ [71, 19, 96, 36]
article-text: ضلع ایبٹ آباد میں انتظامیہ کی جانب سے عوامی مفاد کے تحت مختلف اقدامات کئے جا رہے ہیں جن کا مقصد شہریوں کو بہتر سہولیات کی فراہمی ہے اس موقع پر متعلقہ افسران نے بتایا کہ حکومت کی ہدایات کے مطابق تمام محکمے اپنی ذمہ داریاں احسن طریقے سے سرانجام دے رہے ہیں اور عوام کے مسائل ان کی دہلیز پر حل کئے جائیں گے انہوں نے کہا کہ کسی کو قانون ہاتھ میں لینے کی اجازت نہیں دی جائے گی اور خلاف ورزی کرنے والوں کے خلاف سخت کارروائی عمل میں لائی جائے گی شہریوں نے اس اقدام کو سراہتے ہوئے امید ظاہر کی کہ آئندہ بھی اسی طرح کے اقدامات جاری رکھے جائیں گے [295, 764, 389, 889]
article-text: ضلع ایبٹ آباد میں انتظامیہ کی جانب سے عوامی مفاد کے تحت مختلف اقدامات کئے جا رہے ہیں جن کا مقصد شہریوں کو بہتر سہولیات کی فراہمی ہے اس موقع پر متعلقہ افسران نے بتایا کہ حکومت کی ہدایات کے مطابق تمام محکمے اپنی ذمہ داریاں احسن طریقے سے سرانجام دے رہے ہیں اور عوام کے مسائل ان کی دہلیز پر حل کئے جائیں گے انہوں نے کہا کہ کسی کو قانون ہاتھ میں لینے کی اجازت نہیں دی جائے گی اور خلاف ورزی کرنے والوں کے خلاف سخت کارروائی عمل میں لائی جائے گی شہریوں نے اس اقدام کو سراہتے ہوئے امید ظاہر کی کہ آئندہ بھی اسی طرح کے اقدامات جاری رکھے جائیں گے [198, 494, 292, 619]
continuation-tag [587, 1044, 681, 1064]
continuation-block [685, 18, 779, 166]
latin-snippet: MPA [295, 1193, 310, 1200]
tag-title: مذاکرات [103, 1682, 149, 1699]
continuation-block [4, 321, 98, 468]
article-text: ضلع ایبٹ آباد میں انتظامیہ کی جانب سے عوامی مفاد کے تحت مختلف اقدامات کئے جا رہے ہیں جن کا مقصد شہریوں کو بہتر سہولیات کی فراہمی ہے اس موقع پر متعلقہ افسران نے بتایا کہ حکومت کی ہدایات کے مطابق تمام محکمے اپنی ذمہ داریاں احسن طریقے سے سرانجام دے رہے ہیں اور عوام کے مسائل ان کی دہلیز پر حل کئے جائیں گے انہوں نے کہا کہ کسی کو قانون ہاتھ میں لینے کی اجازت نہیں دی جائے گی اور خلاف ورزی کرنے والوں کے خلاف سخت کارروائی عمل میں لائی جائے گی شہریوں نے اس اقدام کو سراہتے ہوئے امید ظاہر کی کہ آئندہ بھی اسی طرح کے اقدامات جاری رکھے جائیں گے [490, 1353, 584, 1478]
continuation-block [587, 893, 681, 1041]
article-text: ضلع ایبٹ آباد میں انتظامیہ کی جانب سے عوامی مفاد کے تحت مختلف اقدامات کئے جا رہے ہیں جن کا مقصد شہریوں کو بہتر سہولیات کی فراہمی ہے اس موقع پر متعلقہ افسران نے بتایا کہ حکومت کی ہدایات کے مطابق تمام محکمے اپنی ذمہ داریاں احسن طریقے سے سرانجام دے رہے ہیں اور عوام کے مسائل ان کی دہلیز پر حل کئے جائیں گے انہوں نے کہا کہ کسی کو قانون ہاتھ میں لینے کی اجازت نہیں دی جائے گی اور خلاف ورزی کرنے والوں کے خلاف سخت کارروائی عمل میں لائی جائے گی شہریوں نے اس اقدام کو سراہتے ہوئے امید ظاہر کی کہ آئندہ بھی اسی طرح کے اقدامات جاری رکھے جائیں گے [490, 1639, 584, 1764]
article-text: ضلع ایبٹ آباد میں انتظامیہ کی جانب سے عوامی مفاد کے تحت مختلف اقدامات کئے جا رہے ہیں جن کا مقصد شہریوں کو بہتر سہولیات کی فراہمی ہے اس موقع پر متعلقہ افسران نے بتایا کہ حکومت کی ہدایات کے مطابق تمام محکمے اپنی ذمہ داریاں احسن طریقے سے سرانجام دے رہے ہیں اور عوام کے مسائل ان کی دہلیز پر حل کئے جائیں گے انہوں نے کہا کہ کسی کو قانون ہاتھ میں لینے کی اجازت نہیں دی جائے گی اور خلاف ورزی کرنے والوں کے خلاف سخت کارروائی عمل میں لائی جائے گی شہریوں نے اس اقدام کو سراہتے ہوئے امید ظاہر کی کہ آئندہ بھی اسی طرح کے اقدامات جاری رکھے جائیں گے [684, 915, 778, 1040]
article-text: ضلع ایبٹ آباد میں انتظامیہ کی جانب سے عوامی مفاد کے تحت مختلف اقدامات کئے جا رہے ہیں جن کا مقصد شہریوں کو بہتر سہولیات کی فراہمی ہے اس موقع پر متعلقہ افسران نے بتایا کہ حکومت کی ہدایات کے مطابق تمام محکمے اپنی ذمہ داریاں احسن طریقے سے سرانجام دے رہے ہیں اور عوام کے مسائل ان کی دہلیز پر حل کئے جائیں گے انہوں نے کہا کہ کسی کو قانون ہاتھ میں لینے کی اجازت نہیں دی جائے گی اور خلاف ورزی کرنے والوں کے خلاف سخت کارروائی عمل میں لائی جائے گی شہریوں نے اس اقدام کو سراہتے ہوئے امید ظاہر کی کہ آئندہ بھی اسی طرح کے اقدامات جاری رکھے جائیں گے [101, 645, 195, 770]
continuation-block [198, 472, 292, 619]
continuation-block [102, 18, 195, 166]
continuation-tag [4, 472, 98, 491]
continuation-tag [296, 893, 390, 912]
tag-word: بقیہ [71, 171, 96, 188]
tag-number: 2 [739, 457, 752, 474]
continuation-tag [102, 925, 195, 944]
tag-word: بقیہ [169, 322, 193, 339]
continuation-tag [4, 321, 98, 340]
tag-number: 32 [343, 457, 363, 474]
tag-word: بقیہ [71, 473, 96, 490]
latin-snippet: Reimagine Pakistan 2030 [393, 318, 468, 325]
continuation-tag [198, 774, 292, 793]
continuation-tag [685, 1330, 779, 1350]
latin-snippet: Peshawar Chapter [490, 1193, 545, 1200]
tag-number: 43 [149, 19, 169, 36]
tag-word: بقیہ [71, 624, 96, 641]
continuation-block [491, 18, 584, 166]
tag-title: اراضی [103, 473, 149, 490]
article-text: ضلع ایبٹ آباد میں انتظامیہ کی جانب سے عوامی مفاد کے تحت مختلف اقدامات کئے جا رہے ہیں جن کا مقصد شہریوں کو بہتر سہولیات کی فراہمی ہے اس موقع پر متعلقہ افسران نے بتایا کہ حکومت کی ہدایات کے مطابق تمام محکمے اپنی ذمہ داریاں احسن طریقے سے سرانجام دے رہے ہیں اور عوام کے مسائل ان کی دہلیز پر حل کئے جائیں گے انہوں نے کہا کہ کسی کو قانون ہاتھ میں لینے کی اجازت نہیں دی جائے گی اور خلاف ورزی کرنے والوں کے خلاف سخت کارروائی عمل میں لائی جائے گی شہریوں نے اس اقدام کو سراہتے ہوئے امید ظاہر کی کہ آئندہ بھی اسی طرح کے اقدامات جاری رکھے جائیں گے [490, 1066, 584, 1191]
continuation-tag [685, 1044, 779, 1064]
tag-number: 47 [149, 624, 169, 641]
tag-title: غریب [589, 894, 635, 911]
latin-snippet: Club CEO [684, 2068, 714, 2075]
article-text: ضلع ایبٹ آباد میں انتظامیہ کی جانب سے عوامی مفاد کے تحت مختلف اقدامات کئے جا رہے ہیں جن کا مقصد شہریوں کو بہتر سہولیات کی فراہمی ہے اس موقع پر متعلقہ افسران نے بتایا کہ حکومت کی ہدایات کے مطابق تمام محکمے اپنی ذمہ داریاں احسن طریقے سے سرانجام دے رہے ہیں اور عوام کے مسائل ان کی دہلیز پر حل کئے جائیں گے انہوں نے کہا کہ کسی کو قانون ہاتھ میں لینے کی اجازت نہیں دی جائے گی اور خلاف ورزی کرنے والوں کے خلاف سخت کارروائی عمل میں لائی جائے گی شہریوں نے اس اقدام کو سراہتے ہوئے امید ظاہر کی کہ آئندہ بھی اسی طرح کے اقدامات جاری رکھے جائیں گے [4, 40, 98, 165]
latin-snippet: 22-A Cr.PC [684, 756, 717, 762]
article-text: ضلع ایبٹ آباد میں انتظامیہ کی جانب سے عوامی مفاد کے تحت مختلف اقدامات کئے جا رہے ہیں جن کا مقصد شہریوں کو بہتر سہولیات کی فراہمی ہے اس موقع پر متعلقہ افسران نے بتایا کہ حکومت کی ہدایات کے مطابق تمام محکمے اپنی ذمہ داریاں احسن طریقے سے سرانجام دے رہے ہیں اور عوام کے مسائل ان کی دہلیز پر حل کئے جائیں گے انہوں نے کہا کہ کسی کو قانون ہاتھ میں لینے کی اجازت نہیں دی جائے گی اور خلاف ورزی کرنے والوں کے خلاف سخت کارروائی عمل میں لائی جائے گی شہریوں نے اس اقدام کو سراہتے ہوئے امید ظاہر کی کہ آئندہ بھی اسی طرح کے اقدامات جاری رکھے جائیں گے [393, 40, 487, 165]
continuation-block [102, 1378, 195, 1526]
article-text: ضلع ایبٹ آباد میں انتظامیہ کی جانب سے عوامی مفاد کے تحت مختلف اقدامات کئے جا رہے ہیں جن کا مقصد شہریوں کو بہتر سہولیات کی فراہمی ہے اس موقع پر متعلقہ افسران نے بتایا کہ حکومت کی ہدایات کے مطابق تمام محکمے اپنی ذمہ داریاں احسن طریقے سے سرانجام دے رہے ہیں اور عوام کے مسائل ان کی دہلیز پر حل کئے جائیں گے انہوں نے کہا کہ کسی کو قانون ہاتھ میں لینے کی اجازت نہیں دی جائے گی اور خلاف ورزی کرنے والوں کے خلاف سخت کارروائی عمل میں لائی جائے گی شہریوں نے اس اقدام کو سراہتے ہوئے امید ظاہر کی کہ آئندہ بھی اسی طرح کے اقدامات جاری رکھے جائیں گے [684, 1790, 778, 1915]
tag-number: 60 [51, 775, 71, 792]
latin-snippet: (Herd Immunity) [684, 318, 733, 325]
tag-word: بقیہ [752, 1332, 777, 1349]
continuation-tag [393, 169, 487, 189]
tag-title: سلسلہ [103, 171, 149, 188]
article-text: ضلع ایبٹ آباد میں انتظامیہ کی جانب سے عوامی مفاد کے تحت مختلف اقدامات کئے جا رہے ہیں جن کا مقصد شہریوں کو بہتر سہولیات کی فراہمی ہے اس موقع پر متعلقہ افسران نے بتایا کہ حکومت کی ہدایات کے مطابق تمام محکمے اپنی ذمہ داریاں احسن طریقے سے سرانجام دے رہے ہیں اور عوام کے مسائل ان کی دہلیز پر حل کئے جائیں گے انہوں نے کہا کہ کسی کو قانون ہاتھ میں لینے کی اجازت نہیں دی جائے گی اور خلاف ورزی کرنے والوں کے خلاف سخت کارروائی عمل میں لائی جائے گی شہریوں نے اس اقدام کو سراہتے ہوئے امید ظاہر کی کہ آئندہ بھی اسی طرح کے اقدامات جاری رکھے جائیں گے [684, 1941, 778, 2066]
continuation-block [587, 456, 681, 603]
continuation-block [685, 607, 779, 890]
tag-word: بقیہ [71, 926, 96, 943]
article-text: ضلع ایبٹ آباد میں انتظامیہ کی جانب سے عوامی مفاد کے تحت مختلف اقدامات کئے جا رہے ہیں جن کا مقصد شہریوں کو بہتر سہولیات کی فراہمی ہے اس موقع پر متعلقہ افسران نے بتایا کہ حکومت کی ہدایات کے مطابق تمام محکمے اپنی ذمہ داریاں احسن طریقے سے سرانجام دے رہے ہیں اور عوام کے مسائل ان کی دہلیز پر حل کئے جائیں گے انہوں نے کہا کہ کسی کو قانون ہاتھ میں لینے کی اجازت نہیں دی جائے گی اور خلاف ورزی کرنے والوں کے خلاف سخت کارروائی عمل میں لائی جائے گی شہریوں نے اس اقدام کو سراہتے ہوئے امید ظاہر کی کہ آئندہ بھی اسی طرح کے اقدامات جاری رکھے جائیں گے [684, 1504, 778, 1629]
tag-word: بقیہ [169, 1077, 193, 1094]
tag-title: مشیر [394, 894, 440, 911]
tag-word: بقیہ [558, 1483, 582, 1500]
tag-word: بقیہ [460, 457, 485, 474]
column-7 [99, 15, 197, 2202]
continuation-block [491, 1044, 584, 1327]
tag-word: بقیہ [655, 19, 679, 36]
continuation-block [393, 18, 487, 166]
continuation-tag [393, 607, 487, 626]
latin-snippet: 1412-A/2025 [295, 318, 333, 325]
tag-title: سروس [686, 894, 740, 911]
tag-number: 52 [149, 1380, 169, 1397]
tag-title: وسائل [103, 1228, 149, 1246]
article-text: ضلع ایبٹ آباد میں انتظامیہ کی جانب سے عوامی مفاد کے تحت مختلف اقدامات کئے جا رہے ہیں جن کا مقصد شہریوں کو بہتر سہولیات کی فراہمی ہے اس موقع پر متعلقہ افسران نے بتایا کہ حکومت کی ہدایات کے مطابق تمام محکمے اپنی ذمہ داریاں احسن طریقے سے سرانجام دے رہے ہیں اور عوام کے مسائل ان کی دہلیز پر حل کئے جائیں گے انہوں نے کہا کہ کسی کو قانون ہاتھ میں لینے کی اجازت نہیں دی جائے گی اور خلاف ورزی کرنے والوں کے خلاف سخت کارروائی عمل میں لائی جائے گی شہریوں نے اس اقدام کو سراہتے ہوئے امید ظاہر کی کہ آئندہ بھی اسی طرح کے اقدامات جاری رکھے جائیں گے [490, 192, 584, 317]
continuation-block [198, 18, 292, 166]
tag-word: بقیہ [460, 19, 485, 36]
continuation-block [491, 1482, 584, 1764]
tag-title: چرچ [200, 624, 246, 641]
tag-title: ایکٹ [394, 608, 440, 625]
tag-title: خدمت [103, 1531, 149, 1548]
tag-title: شمولیت [686, 1332, 740, 1349]
tag-title: مرمت [103, 926, 149, 943]
tag-number: 25 [440, 19, 460, 36]
tag-word: بقیہ [266, 322, 290, 339]
article-text: ضلع ایبٹ آباد میں انتظامیہ کی جانب سے عوامی مفاد کے تحت مختلف اقدامات کئے جا رہے ہیں جن کا مقصد شہریوں کو بہتر سہولیات کی فراہمی ہے اس موقع پر متعلقہ افسران نے بتایا کہ حکومت کی ہدایات کے مطابق تمام محکمے اپنی ذمہ داریاں احسن طریقے سے سرانجام دے رہے ہیں اور عوام کے مسائل ان کی دہلیز پر حل کئے جائیں گے انہوں نے کہا کہ کسی کو قانون ہاتھ میں لینے کی اجازت نہیں دی جائے گی اور خلاف ورزی کرنے والوں کے خلاف سخت کارروائی عمل میں لائی جائے گی شہریوں نے اس اقدام کو سراہتے ہوئے امید ظاہر کی کہ آئندہ بھی اسی طرح کے اقدامات جاری رکھے جائیں گے [490, 764, 584, 889]
tag-title: مہم [103, 19, 149, 36]
continuation-block [4, 925, 98, 1073]
continuation-tag [102, 623, 195, 642]
tag-number: 33 [343, 608, 363, 625]
tag-number: 14 [635, 608, 655, 625]
tag-number: 20 [538, 608, 558, 625]
tag-word: بقیہ [558, 608, 582, 625]
continuation-block [296, 169, 390, 452]
article-text: ضلع ایبٹ آباد میں انتظامیہ کی جانب سے عوامی مفاد کے تحت مختلف اقدامات کئے جا رہے ہیں جن کا مقصد شہریوں کو بہتر سہولیات کی فراہمی ہے اس موقع پر متعلقہ افسران نے بتایا کہ حکومت کی ہدایات کے مطابق تمام محکمے اپنی ذمہ داریاں احسن طریقے سے سرانجام دے رہے ہیں اور عوام کے مسائل ان کی دہلیز پر حل کئے جائیں گے انہوں نے کہا کہ کسی کو قانون ہاتھ میں لینے کی اجازت نہیں دی جائے گی اور خلاف ورزی کرنے والوں کے خلاف سخت کارروائی عمل میں لائی جائے گی شہریوں نے اس اقدام کو سراہتے ہوئے امید ظاہر کی کہ آئندہ بھی اسی طرح کے اقدامات جاری رکھے جائیں گے [295, 1202, 389, 1326]
continuation-block [296, 607, 390, 890]
tag-number: 26 [440, 171, 460, 188]
article-text: ضلع ایبٹ آباد میں انتظامیہ کی جانب سے عوامی مفاد کے تحت مختلف اقدامات کئے جا رہے ہیں جن کا مقصد شہریوں کو بہتر سہولیات کی فراہمی ہے اس موقع پر متعلقہ افسران نے بتایا کہ حکومت کی ہدایات کے مطابق تمام محکمے اپنی ذمہ داریاں احسن طریقے سے سرانجام دے رہے ہیں اور عوام کے مسائل ان کی دہلیز پر حل کئے جائیں گے انہوں نے کہا کہ کسی کو قانون ہاتھ میں لینے کی اجازت نہیں دی جائے گی اور خلاف ورزی کرنے والوں کے خلاف سخت کارروائی عمل میں لائی جائے گی شہریوں نے اس اقدام کو سراہتے ہوئے امید ظاہر کی کہ آئندہ بھی اسی طرح کے اقدامات جاری رکھے جائیں گے [295, 327, 389, 452]
continuation-tag [491, 893, 584, 912]
continuation-block [102, 472, 195, 619]
article-text: ضلع ایبٹ آباد میں انتظامیہ کی جانب سے عوامی مفاد کے تحت مختلف اقدامات کئے جا رہے ہیں جن کا مقصد شہریوں کو بہتر سہولیات کی فراہمی ہے اس موقع پر متعلقہ افسران نے بتایا کہ حکومت کی ہدایات کے مطابق تمام محکمے اپنی ذمہ داریاں احسن طریقے سے سرانجام دے رہے ہیں اور عوام کے مسائل ان کی دہلیز پر حل کئے جائیں گے انہوں نے کہا کہ کسی کو قانون ہاتھ میں لینے کی اجازت نہیں دی جائے گی اور خلاف ورزی کرنے والوں کے خلاف سخت کارروائی عمل میں لائی جائے گی شہریوں نے اس اقدام کو سراہتے ہوئے امید ظاہر کی کہ آئندہ بھی اسی طرح کے اقدامات جاری رکھے جائیں گے [684, 629, 778, 754]
continuation-tag [491, 1482, 584, 1501]
tag-title: تجاوزات [492, 19, 538, 36]
tag-word: بقیہ [558, 457, 582, 474]
continuation-block [393, 607, 487, 890]
article-text: ضلع ایبٹ آباد میں انتظامیہ کی جانب سے عوامی مفاد کے تحت مختلف اقدامات کئے جا رہے ہیں جن کا مقصد شہریوں کو بہتر سہولیات کی فراہمی ہے اس موقع پر متعلقہ افسران نے بتایا کہ حکومت کی ہدایات کے مطابق تمام محکمے اپنی ذمہ داریاں احسن طریقے سے سرانجام دے رہے ہیں اور عوام کے مسائل ان کی دہلیز پر حل کئے جائیں گے انہوں نے کہا کہ کسی کو قانون ہاتھ میں لینے کی اجازت نہیں دی جائے گی اور خلاف ورزی کرنے والوں کے خلاف سخت کارروائی عمل میں لائی جائے گی شہریوں نے اس اقدام کو سراہتے ہوئے امید ظاہر کی کہ آئندہ بھی اسی طرح کے اقدامات جاری رکھے جائیں گے [101, 40, 195, 165]
tag-title: خدمت [200, 19, 246, 36]
tag-title: کاروبار [686, 1483, 740, 1500]
column-1 [683, 15, 780, 2575]
article-text: ضلع ایبٹ آباد میں انتظامیہ کی جانب سے عوامی مفاد کے تحت مختلف اقدامات کئے جا رہے ہیں جن کا مقصد شہریوں کو بہتر سہولیات کی فراہمی ہے اس موقع پر متعلقہ افسران نے بتایا کہ حکومت کی ہدایات کے مطابق تمام محکمے اپنی ذمہ داریاں احسن طریقے سے سرانجام دے رہے ہیں اور عوام کے مسائل ان کی دہلیز پر حل کئے جائیں گے انہوں نے کہا کہ کسی کو قانون ہاتھ میں لینے کی اجازت نہیں دی جائے گی اور خلاف ورزی کرنے والوں کے خلاف سخت کارروائی عمل میں لائی جائے گی شہریوں نے اس اقدام کو سراہتے ہوئے امید ظاہر کی کہ آئندہ بھی اسی طرح کے اقدامات جاری رکھے جائیں گے [587, 478, 681, 603]
tag-title: مقدمہ [200, 171, 246, 188]
tag-number: 36 [343, 1332, 363, 1349]
tag-word: بقیہ [71, 322, 96, 339]
tag-word: بقیہ [169, 1682, 193, 1699]
article-text: ضلع ایبٹ آباد میں انتظامیہ کی جانب سے عوامی مفاد کے تحت مختلف اقدامات کئے جا رہے ہیں جن کا مقصد شہریوں کو بہتر سہولیات کی فراہمی ہے اس موقع پر متعلقہ افسران نے بتایا کہ حکومت کی ہدایات کے مطابق تمام محکمے اپنی ذمہ داریاں احسن طریقے سے سرانجام دے رہے ہیں اور عوام کے مسائل ان کی دہلیز پر حل کئے جائیں گے انہوں نے کہا کہ کسی کو قانون ہاتھ میں لینے کی اجازت نہیں دی جائے گی اور خلاف ورزی کرنے والوں کے خلاف سخت کارروائی عمل میں لائی جائے گی شہریوں نے اس اقدام کو سراہتے ہوئے امید ظاہر کی کہ آئندہ بھی اسی طرح کے اقدامات جاری رکھے جائیں گے [684, 40, 778, 165]
continuation-block [685, 1768, 779, 1916]
article-text: ضلع ایبٹ آباد میں انتظامیہ کی جانب سے عوامی مفاد کے تحت مختلف اقدامات کئے جا رہے ہیں جن کا مقصد شہریوں کو بہتر سہولیات کی فراہمی ہے اس موقع پر متعلقہ افسران نے بتایا کہ حکومت کی ہدایات کے مطابق تمام محکمے اپنی ذمہ داریاں احسن طریقے سے سرانجام دے رہے ہیں اور عوام کے مسائل ان کی دہلیز پر حل کئے جائیں گے انہوں نے کہا کہ کسی کو قانون ہاتھ میں لینے کی اجازت نہیں دی جائے گی اور خلاف ورزی کرنے والوں کے خلاف سخت کارروائی عمل میں لائی جائے گی شہریوں نے اس اقدام کو سراہتے ہوئے امید ظاہر کی کہ آئندہ بھی اسی طرح کے اقدامات جاری رکھے جائیں گے [4, 947, 98, 1072]
tag-word: بقیہ [169, 171, 193, 188]
tag-word: بقیہ [169, 473, 193, 490]
tag-title: وسائل [5, 775, 51, 792]
tag-title: بیان [200, 473, 246, 490]
continuation-block [102, 321, 195, 468]
article-text: ضلع ایبٹ آباد میں انتظامیہ کی جانب سے عوامی مفاد کے تحت مختلف اقدامات کئے جا رہے ہیں جن کا مقصد شہریوں کو بہتر سہولیات کی فراہمی ہے اس موقع پر متعلقہ افسران نے بتایا کہ حکومت کی ہدایات کے مطابق تمام محکمے اپنی ذمہ داریاں احسن طریقے سے سرانجام دے رہے ہیں اور عوام کے مسائل ان کی دہلیز پر حل کئے جائیں گے انہوں نے کہا کہ کسی کو قانون ہاتھ میں لینے کی اجازت نہیں دی جائے گی اور خلاف ورزی کرنے والوں کے خلاف سخت کارروائی عمل میں لائی جائے گی شہریوں نے اس اقدام کو سراہتے ہوئے امید ظاہر کی کہ آئندہ بھی اسی طرح کے اقدامات جاری رکھے جائیں گے [4, 192, 98, 317]
tag-word: بقیہ [752, 19, 777, 36]
tag-number: 11 [635, 19, 655, 36]
article-text: ضلع ایبٹ آباد میں انتظامیہ کی جانب سے عوامی مفاد کے تحت مختلف اقدامات کئے جا رہے ہیں جن کا مقصد شہریوں کو بہتر سہولیات کی فراہمی ہے اس موقع پر متعلقہ افسران نے بتایا کہ حکومت کی ہدایات کے مطابق تمام محکمے اپنی ذمہ داریاں احسن طریقے سے سرانجام دے رہے ہیں اور عوام کے مسائل ان کی دہلیز پر حل کئے جائیں گے انہوں نے کہا کہ کسی کو قانون ہاتھ میں لینے کی اجازت نہیں دی جائے گی اور خلاف ورزی کرنے والوں کے خلاف سخت کارروائی عمل میں لائی جائے گی شہریوں نے اس اقدام کو سراہتے ہوئے امید ظاہر کی کہ آئندہ بھی اسی طرح کے اقدامات جاری رکھے جائیں گے [198, 192, 292, 317]
tag-word: بقیہ [266, 171, 290, 188]
continuation-block [296, 456, 390, 603]
continuation-tag [102, 1227, 195, 1247]
continuation-block [393, 169, 487, 452]
article-text: ضلع ایبٹ آباد میں انتظامیہ کی جانب سے عوامی مفاد کے تحت مختلف اقدامات کئے جا رہے ہیں جن کا مقصد شہریوں کو بہتر سہولیات کی فراہمی ہے اس موقع پر متعلقہ افسران نے بتایا کہ حکومت کی ہدایات کے مطابق تمام محکمے اپنی ذمہ داریاں احسن طریقے سے سرانجام دے رہے ہیں اور عوام کے مسائل ان کی دہلیز پر حل کئے جائیں گے انہوں نے کہا کہ کسی کو قانون ہاتھ میں لینے کی اجازت نہیں دی جائے گی اور خلاف ورزی کرنے والوں کے خلاف سخت کارروائی عمل میں لائی جائے گی شہریوں نے اس اقدام کو سراہتے ہوئے امید ظاہر کی کہ آئندہ بھی اسی طرح کے اقدامات جاری رکھے جائیں گے [393, 192, 487, 317]
continuation-tag [4, 623, 98, 642]
article-text: ضلع ایبٹ آباد میں انتظامیہ کی جانب سے عوامی مفاد کے تحت مختلف اقدامات کئے جا رہے ہیں جن کا مقصد شہریوں کو بہتر سہولیات کی فراہمی ہے اس موقع پر متعلقہ افسران نے بتایا کہ حکومت کی ہدایات کے مطابق تمام محکمے اپنی ذمہ داریاں احسن طریقے سے سرانجام دے رہے ہیں اور عوام کے مسائل ان کی دہلیز پر حل کئے جائیں گے انہوں نے کہا کہ کسی کو قانون ہاتھ میں لینے کی اجازت نہیں دی جائے گی اور خلاف ورزی کرنے والوں کے خلاف سخت کارروائی عمل میں لائی جائے گی شہریوں نے اس اقدام کو سراہتے ہوئے امید ظاہر کی کہ آئندہ بھی اسی طرح کے اقدامات جاری رکھے جائیں گے [490, 327, 584, 452]
article-text: ضلع ایبٹ آباد میں انتظامیہ کی جانب سے عوامی مفاد کے تحت مختلف اقدامات کئے جا رہے ہیں جن کا مقصد شہریوں کو بہتر سہولیات کی فراہمی ہے اس موقع پر متعلقہ افسران نے بتایا کہ حکومت کی ہدایات کے مطابق تمام محکمے اپنی ذمہ داریاں احسن طریقے سے سرانجام دے رہے ہیں اور عوام کے مسائل ان کی دہلیز پر حل کئے جائیں گے انہوں نے کہا کہ کسی کو قانون ہاتھ میں لینے کی اجازت نہیں دی جائے گی اور خلاف ورزی کرنے والوں کے خلاف سخت کارروائی عمل میں لائی جائے گی شہریوں نے اس اقدام کو سراہتے ہوئے امید ظاہر کی کہ آئندہ بھی اسی طرح کے اقدامات جاری رکھے جائیں گے [490, 478, 584, 603]
article-text: ضلع ایبٹ آباد میں انتظامیہ کی جانب سے عوامی مفاد کے تحت مختلف اقدامات کئے جا رہے ہیں جن کا مقصد شہریوں کو بہتر سہولیات کی فراہمی ہے اس موقع پر متعلقہ افسران نے بتایا کہ حکومت کی ہدایات کے مطابق تمام محکمے اپنی ذمہ داریاں احسن طریقے سے سرانجام دے رہے ہیں اور عوام کے مسائل ان کی دہلیز پر حل کئے جائیں گے انہوں نے کہا کہ کسی کو قانون ہاتھ میں لینے کی اجازت نہیں دی جائے گی اور خلاف ورزی کرنے والوں کے خلاف سخت کارروائی عمل میں لائی جائے گی شہریوں نے اس اقدام کو سراہتے ہوئے امید ظاہر کی کہ آئندہ بھی اسی طرح کے اقدامات جاری رکھے جائیں گے [587, 1066, 681, 1191]
tag-word: بقیہ [655, 894, 679, 911]
tag-number: 5 [739, 1045, 752, 1062]
article-text: ضلع ایبٹ آباد میں انتظامیہ کی جانب سے عوامی مفاد کے تحت مختلف اقدامات کئے جا رہے ہیں جن کا مقصد شہریوں کو بہتر سہولیات کی فراہمی ہے اس موقع پر متعلقہ افسران نے بتایا کہ حکومت کی ہدایات کے مطابق تمام محکمے اپنی ذمہ داریاں احسن طریقے سے سرانجام دے رہے ہیں اور عوام کے مسائل ان کی دہلیز پر حل کئے جائیں گے انہوں نے کہا کہ کسی کو قانون ہاتھ میں لینے کی اجازت نہیں دی جائے گی اور خلاف ورزی کرنے والوں کے خلاف سخت کارروائی عمل میں لائی جائے گی شہریوں نے اس اقدام کو سراہتے ہوئے امید ظاہر کی کہ آئندہ بھی اسی طرح کے اقدامات جاری رکھے جائیں گے [490, 629, 584, 754]
tag-word: بقیہ [752, 171, 777, 188]
column-3 [488, 15, 586, 2138]
continuation-block [198, 169, 292, 317]
tag-number: 19 [538, 457, 558, 474]
tag-title: مکان [297, 457, 343, 474]
tag-word: بقیہ [169, 926, 193, 943]
article-text: ضلع ایبٹ آباد میں انتظامیہ کی جانب سے عوامی مفاد کے تحت مختلف اقدامات کئے جا رہے ہیں جن کا مقصد شہریوں کو بہتر سہولیات کی فراہمی ہے اس موقع پر متعلقہ افسران نے بتایا کہ حکومت کی ہدایات کے مطابق تمام محکمے اپنی ذمہ داریاں احسن طریقے سے سرانجام دے رہے ہیں اور عوام کے مسائل ان کی دہلیز پر حل کئے جائیں گے انہوں نے کہا کہ کسی کو قانون ہاتھ میں لینے کی اجازت نہیں دی جائے گی اور خلاف ورزی کرنے والوں کے خلاف سخت کارروائی عمل میں لائی جائے گی شہریوں نے اس اقدام کو سراہتے ہوئے امید ظاہر کی کہ آئندہ بھی اسی طرح کے اقدامات جاری رکھے جائیں گے [684, 1202, 778, 1326]
tag-word: بقیہ [363, 608, 388, 625]
tag-word: بقیہ [752, 608, 777, 625]
article-text: ضلع ایبٹ آباد میں انتظامیہ کی جانب سے عوامی مفاد کے تحت مختلف اقدامات کئے جا رہے ہیں جن کا مقصد شہریوں کو بہتر سہولیات کی فراہمی ہے اس موقع پر متعلقہ افسران نے بتایا کہ حکومت کی ہدایات کے مطابق تمام محکمے اپنی ذمہ داریاں احسن طریقے سے سرانجام دے رہے ہیں اور عوام کے مسائل ان کی دہلیز پر حل کئے جائیں گے انہوں نے کہا کہ کسی کو قانون ہاتھ میں لینے کی اجازت نہیں دی جائے گی اور خلاف ورزی کرنے والوں کے خلاف سخت کارروائی عمل میں لائی جائے گی شہریوں نے اس اقدام کو سراہتے ہوئے امید ظاہر کی کہ آئندہ بھی اسی طرح کے اقدامات جاری رکھے جائیں گے ضلع ایبٹ آباد میں انتظامیہ کی جانب سے عوامی مفاد کے تحت مختلف اقدامات کئے جا رہے ہیں جن کا مقصد شہریوں کو بہتر سہولیات کی فراہمی ہے اس موقع پر متعلقہ افسران نے بتایا کہ حکومت کی ہدایات کے مطابق تمام محکمے اپنی ذمہ داریاں احسن طریقے سے سرانجام دے رہے ہیں اور عوام کے مسائل ان کی دہلیز پر حل کئے جائیں گے انہوں نے کہا کہ کسی کو قانون ہاتھ میں لینے کی اجازت نہیں دی جائے گی اور خلاف ورزی کرنے والوں کے خلاف سخت کارروائی عمل میں لائی جائے گی شہریوں نے اس اقدام کو سراہتے ہوئے امید ظاہر کی کہ آئندہ بھی اسی طرح کے اقدامات جاری رکھے جائیں گے ضلع ایبٹ آباد میں انتظامیہ کی جانب سے عوامی مفاد کے تحت مختلف اقدامات کئے جا رہے ہیں جن کا مقصد شہریوں کو بہتر سہولیات کی فراہمی ہے اس موقع پر متعلقہ افسران نے بتایا کہ حکومت کی ہدایات کے مطابق تمام محکمے اپنی ذمہ داریاں احسن طریقے سے سرانجام دے رہے ہیں اور عوام کے مسائل ان کی دہلیز پر حل کئے جائیں گے انہوں نے کہا کہ کسی کو قانون ہاتھ میں لینے کی اجازت نہیں دی جائے گی اور خلاف ورزی کرنے والوں کے خلاف سخت کارروائی عمل میں لائی جائے گی شہریوں نے اس اقدام کو سراہتے ہوئے امید ظاہر کی کہ آئندہ بھی اسی طرح کے اقدامات جاری رکھے جائیں گے [4, 1077, 98, 1446]
continuation-tag [102, 1530, 195, 1549]
article-text: ضلع ایبٹ آباد میں انتظامیہ کی جانب سے عوامی مفاد کے تحت مختلف اقدامات کئے جا رہے ہیں جن کا مقصد شہریوں کو بہتر سہولیات کی فراہمی ہے اس موقع پر متعلقہ افسران نے بتایا کہ حکومت کی ہدایات کے مطابق تمام محکمے اپنی ذمہ داریاں احسن طریقے سے سرانجام دے رہے ہیں اور عوام کے مسائل ان کی دہلیز پر حل کئے جائیں گے انہوں نے کہا کہ کسی کو قانون ہاتھ میں لینے کی اجازت نہیں دی جائے گی اور خلاف ورزی کرنے والوں کے خلاف سخت کارروائی عمل میں لائی جائے گی شہریوں نے اس اقدام کو سراہتے ہوئے امید ظاہر کی کہ آئندہ بھی اسی طرح کے اقدامات جاری رکھے جائیں گے [4, 796, 98, 921]
tag-number: 44 [149, 171, 169, 188]
article-text: ضلع ایبٹ آباد میں انتظامیہ کی جانب سے عوامی مفاد کے تحت مختلف اقدامات کئے جا رہے ہیں جن کا مقصد شہریوں کو بہتر سہولیات کی فراہمی ہے اس موقع پر متعلقہ افسران نے بتایا کہ حکومت کی ہدایات کے مطابق تمام محکمے اپنی ذمہ داریاں احسن طریقے سے سرانجام دے رہے ہیں اور عوام کے مسائل ان کی دہلیز پر حل کئے جائیں گے انہوں نے کہا کہ کسی کو قانون ہاتھ میں لینے کی اجازت نہیں دی جائے گی اور خلاف ورزی کرنے والوں کے خلاف سخت کارروائی عمل میں لائی جائے گی شہریوں نے اس اقدام کو سراہتے ہوئے امید ظاہر کی کہ آئندہ بھی اسی طرح کے اقدامات جاری رکھے جائیں گے [4, 645, 98, 770]
continuation-block [102, 1681, 195, 1828]
tag-number: 6 [739, 1332, 752, 1349]
article-text: ضلع ایبٹ آباد میں انتظامیہ کی جانب سے عوامی مفاد کے تحت مختلف اقدامات کئے جا رہے ہیں جن کا مقصد شہریوں کو بہتر سہولیات کی فراہمی ہے اس موقع پر متعلقہ افسران نے بتایا کہ حکومت کی ہدایات کے مطابق تمام محکمے اپنی ذمہ داریاں احسن طریقے سے سرانجام دے رہے ہیں اور عوام کے مسائل ان کی دہلیز پر حل کئے جائیں گے انہوں نے کہا کہ کسی کو قانون ہاتھ میں لینے کی اجازت نہیں دی جائے گی اور خلاف ورزی کرنے والوں کے خلاف سخت کارروائی عمل میں لائی جائے گی شہریوں نے اس اقدام کو سراہتے ہوئے امید ظاہر کی کہ آئندہ بھی اسی طرح کے اقدامات جاری رکھے جائیں گے [587, 1202, 681, 1326]
article-text: ضلع ایبٹ آباد میں انتظامیہ کی جانب سے عوامی مفاد کے تحت مختلف اقدامات کئے جا رہے ہیں جن کا مقصد شہریوں کو بہتر سہولیات کی فراہمی ہے اس موقع پر متعلقہ افسران نے بتایا کہ حکومت کی ہدایات کے مطابق تمام محکمے اپنی ذمہ داریاں احسن طریقے سے سرانجام دے رہے ہیں اور عوام کے مسائل ان کی دہلیز پر حل کئے جائیں گے انہوں نے کہا کہ کسی کو قانون ہاتھ میں لینے کی اجازت نہیں دی جائے گی اور خلاف ورزی کرنے والوں کے خلاف سخت کارروائی عمل میں لائی جائے گی شہریوں نے اس اقدام کو سراہتے ہوئے امید ظاہر کی کہ آئندہ بھی اسی طرح کے اقدامات جاری رکھے جائیں گے ضلع ایبٹ آباد میں انتظامیہ کی جانب سے عوامی مفاد کے تحت مختلف اقدامات کئے جا رہے ہیں جن کا مقصد شہریوں کو بہتر سہولیات کی فراہمی ہے اس موقع پر متعلقہ افسران نے بتایا کہ حکومت کی ہدایات کے مطابق تمام محکمے اپنی ذمہ داریاں احسن طریقے سے سرانجام دے رہے ہیں اور عوام کے مسائل ان کی دہلیز پر حل کئے جائیں گے انہوں نے کہا کہ کسی کو قانون ہاتھ میں لینے کی اجازت نہیں دی جائے گی اور خلاف ورزی کرنے والوں کے خلاف سخت کارروائی عمل میں لائی جائے گی شہریوں نے اس اقدام کو سراہتے ہوئے امید ظاہر کی کہ آئندہ بھی اسی طرح کے اقدامات جاری رکھے جائیں گے ضلع ایبٹ آباد میں انتظامیہ کی جانب سے عوامی مفاد کے تحت مختلف اقدامات کئے جا رہے ہیں جن کا مقصد شہریوں کو بہتر سہولیات کی فراہمی ہے اس موقع پر متعلقہ افسران نے بتایا کہ حکومت کی ہدایات کے مطابق تمام محکمے اپنی ذمہ داریاں احسن طریقے سے سرانجام دے رہے ہیں اور عوام کے مسائل ان کی دہلیز پر حل کئے جائیں گے انہوں نے کہا کہ کسی کو قانون ہاتھ میں لینے کی اجازت نہیں دی جائے گی اور خلاف ورزی کرنے والوں کے خلاف سخت کارروائی عمل میں لائی جائے گی شہریوں نے اس اقدام کو سراہتے ہوئے امید ظاہر کی کہ آئندہ بھی اسی طرح کے اقدامات جاری رکھے جائیں گے [587, 1331, 681, 1701]
tag-number: 59 [51, 624, 71, 641]
continuation-block [102, 1530, 195, 1677]
continuation-tag [491, 169, 584, 189]
tag-word: بقیہ [752, 1045, 777, 1062]
tag-number: 56 [51, 171, 71, 188]
column-4 [391, 15, 488, 1458]
tag-word: بقیہ [169, 1531, 193, 1548]
tag-number: 10 [732, 171, 752, 188]
continuation-block [198, 774, 292, 922]
tag-word: بقیہ [363, 457, 388, 474]
tag-word: بقیہ [752, 457, 777, 474]
tag-word: بقیہ [655, 457, 679, 474]
article-text: ضلع ایبٹ آباد میں انتظامیہ کی جانب سے عوامی مفاد کے تحت مختلف اقدامات کئے جا رہے ہیں جن کا مقصد شہریوں کو بہتر سہولیات کی فراہمی ہے اس موقع پر متعلقہ افسران نے بتایا کہ حکومت کی ہدایات کے مطابق تمام محکمے اپنی ذمہ داریاں احسن طریقے سے سرانجام دے رہے ہیں اور عوام کے مسائل ان کی دہلیز پر حل کئے جائیں گے انہوں نے کہا کہ کسی کو قانون ہاتھ میں لینے کی اجازت نہیں دی جائے گی اور خلاف ورزی کرنے والوں کے خلاف سخت کارروائی عمل میں لائی جائے گی شہریوں نے اس اقدام کو سراہتے ہوئے امید ظاہر کی کہ آئندہ بھی اسی طرح کے اقدامات جاری رکھے جائیں گے [587, 327, 681, 452]
